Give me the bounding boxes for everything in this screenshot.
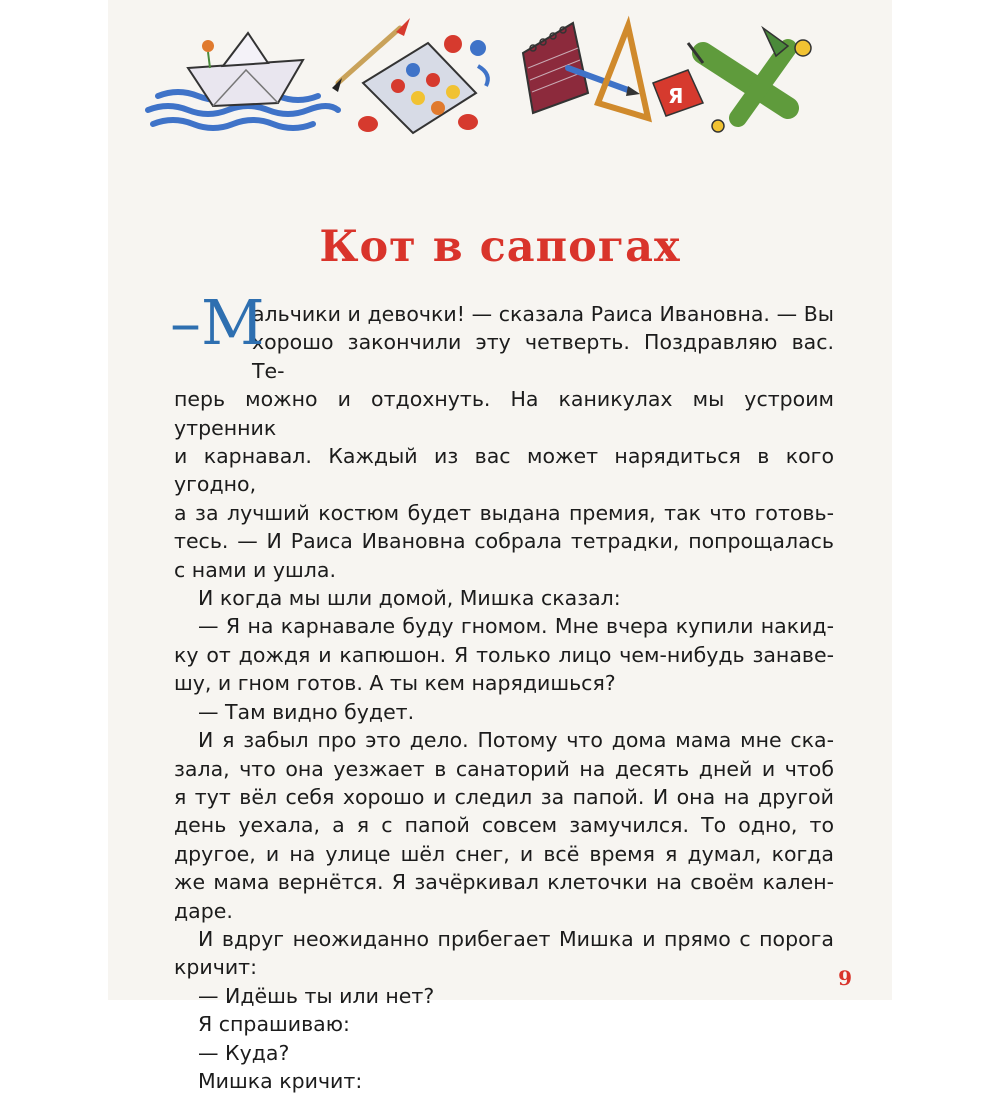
text-line: — Идёшь ты или нет? xyxy=(198,983,435,1008)
text-line: хорошо закончили эту четверть. Поздравляю вас. Те- xyxy=(252,330,834,383)
text-line: альчики и девочки! — сказала Раиса Ивановна. — Вы xyxy=(252,302,834,326)
text-line: И я забыл про это дело. Потому что дома мама мне ска- xyxy=(198,728,834,753)
drop-cap: –М xyxy=(170,286,265,359)
text-line: — Куда? xyxy=(198,1040,290,1065)
text-line: — Я на карнавале буду гномом. Мне вчера купили накид- xyxy=(198,614,834,639)
text-line: даре. xyxy=(174,898,233,923)
book-page xyxy=(108,0,892,1093)
page-number: 9 xyxy=(838,966,852,990)
text-line: а за лучший костюм будет выдана премия, так что готовь- xyxy=(174,500,834,525)
text-line: день уехала, а я с папой совсем замучился. То одно, то xyxy=(174,813,834,838)
text-line: зала, что она уезжает в санаторий на десять дней и чтоб xyxy=(174,756,834,781)
toy-plane-icon xyxy=(688,28,811,132)
text-line: шу, и гном готов. А ты кем нарядишься? xyxy=(174,671,616,696)
notebook-icon xyxy=(523,23,588,113)
set-square-icon xyxy=(598,26,648,118)
text-line: тесь. — И Раиса Ивановна собрала тетрадки, попрощалась xyxy=(174,529,834,554)
text-line: Я спрашиваю: xyxy=(198,1012,350,1037)
text-line: И когда мы шли домой, Мишка сказал: xyxy=(198,586,621,611)
text-line: я тут вёл себя хорошо и следил за папой. И она на другой xyxy=(174,784,834,809)
text-line: Мишка кричит: xyxy=(198,1068,363,1093)
text-line: — Там видно будет. xyxy=(198,699,415,724)
text-line: с нами и ушла. xyxy=(174,557,336,582)
text-line: и карнавал. Каждый из вас может нарядиться в кого угодно, xyxy=(174,444,834,497)
letter-block-glyph: Я xyxy=(668,84,684,108)
header-illustration xyxy=(128,8,888,168)
text-line: И вдруг неожиданно прибегает Мишка и прямо с порога xyxy=(198,926,834,951)
story-text xyxy=(170,286,834,1095)
text-line: перь можно и отдохнуть. На каникулах мы устроим утренник xyxy=(174,387,834,440)
letter-block-icon xyxy=(653,70,703,116)
text-line: кричит: xyxy=(174,955,258,980)
chapter-title: Кот в сапогах xyxy=(319,222,681,272)
text-line: же мама вернётся. Я зачёркивал клеточки на своём кален- xyxy=(174,870,834,895)
text-line: ку от дождя и капюшон. Я только лицо чем-нибудь занаве- xyxy=(174,642,834,667)
text-line: другое, и на улице шёл снег, и всё время я думал, когда xyxy=(174,841,834,866)
paper-boat-icon xyxy=(188,33,303,106)
